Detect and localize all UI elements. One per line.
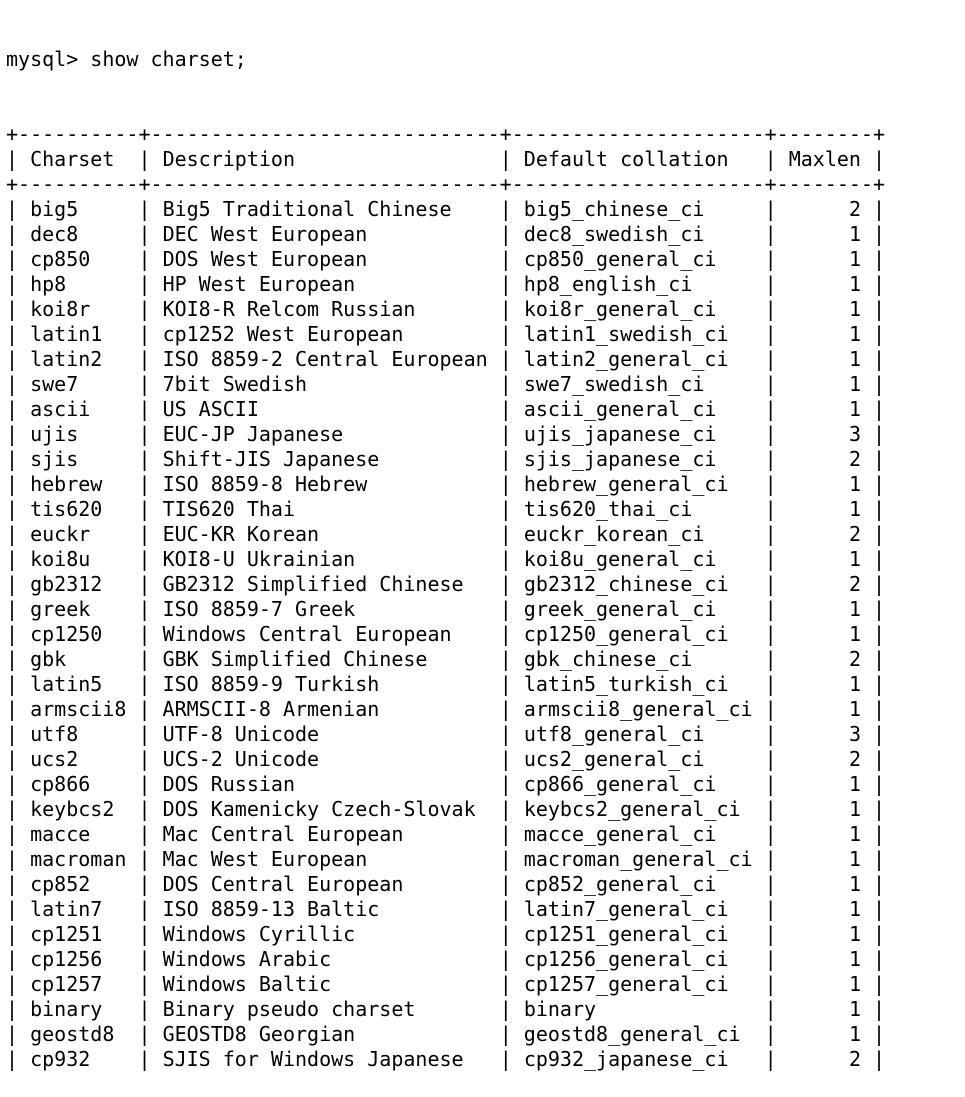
cell-default-collation: greek_general_ci — [523, 597, 717, 621]
table-border-top: +----------+-----------------------------+---------------------+--------+ — [6, 122, 885, 146]
cell-description: ISO 8859-2 Central European — [162, 347, 488, 371]
cell-charset: ujis — [30, 422, 79, 446]
cell-charset: ucs2 — [30, 747, 79, 771]
cell-description: DOS West European — [162, 247, 368, 271]
cell-maxlen: 2 — [848, 572, 861, 596]
cell-maxlen: 1 — [848, 872, 861, 896]
cell-default-collation: utf8_general_ci — [523, 722, 705, 746]
table-row: | tis620 | TIS620 Thai | tis620_thai_ci | 1 | — [6, 497, 886, 521]
table-border-header: +----------+-----------------------------+---------------------+--------+ — [6, 172, 885, 196]
cell-description: Windows Baltic — [162, 972, 332, 996]
cell-charset: hp8 — [30, 272, 67, 296]
cell-description: TIS620 Thai — [162, 497, 296, 521]
cell-description: DOS Kamenicky Czech-Slovak — [162, 797, 476, 821]
cell-maxlen: 1 — [848, 397, 861, 421]
cell-description: Windows Central European — [162, 622, 452, 646]
table-row: | big5 | Big5 Traditional Chinese | big5_chinese_ci | 2 | — [6, 197, 886, 221]
cell-default-collation: big5_chinese_ci — [523, 197, 705, 221]
cell-description: GBK Simplified Chinese — [162, 647, 428, 671]
cell-charset: latin1 — [30, 322, 103, 346]
cell-description: KOI8-U Ukrainian — [162, 547, 356, 571]
cell-description: EUC-JP Japanese — [162, 422, 344, 446]
cell-description: Windows Arabic — [162, 947, 332, 971]
table-row: | cp852 | DOS Central European | cp852_general_ci | 1 | — [6, 872, 886, 896]
cell-maxlen: 1 — [848, 972, 861, 996]
cell-default-collation: cp866_general_ci — [523, 772, 717, 796]
cell-charset: hebrew — [30, 472, 103, 496]
cell-maxlen: 1 — [848, 222, 861, 246]
cell-maxlen: 2 — [848, 747, 861, 771]
cell-charset: gbk — [30, 647, 67, 671]
cell-charset: cp1250 — [30, 622, 103, 646]
cell-maxlen: 2 — [848, 1047, 861, 1071]
cell-maxlen: 1 — [848, 897, 861, 921]
cell-charset: utf8 — [30, 722, 79, 746]
cell-default-collation: cp932_japanese_ci — [523, 1047, 729, 1071]
cell-description: DOS Central European — [162, 872, 404, 896]
cell-maxlen: 1 — [848, 272, 861, 296]
cell-description: Mac Central European — [162, 822, 404, 846]
cell-default-collation: gbk_chinese_ci — [523, 647, 693, 671]
table-row: | latin1 | cp1252 West European | latin1_swedish_ci | 1 | — [6, 322, 886, 346]
cell-maxlen: 1 — [848, 372, 861, 396]
table-row: | koi8u | KOI8-U Ukrainian | koi8u_general_ci | 1 | — [6, 547, 886, 571]
cell-default-collation: latin7_general_ci — [523, 897, 729, 921]
cell-default-collation: tis620_thai_ci — [523, 497, 693, 521]
cell-description: cp1252 West European — [162, 322, 404, 346]
cell-default-collation: ascii_general_ci — [523, 397, 717, 421]
cell-default-collation: cp1256_general_ci — [523, 947, 729, 971]
cell-description: KOI8-R Relcom Russian — [162, 297, 416, 321]
cell-charset: cp852 — [30, 872, 91, 896]
cell-charset: latin5 — [30, 672, 103, 696]
cell-description: GEOSTD8 Georgian — [162, 1022, 356, 1046]
cell-maxlen: 1 — [848, 497, 861, 521]
cell-description: DOS Russian — [162, 772, 296, 796]
table-row: | cp850 | DOS West European | cp850_general_ci | 1 | — [6, 247, 886, 271]
cell-default-collation: koi8r_general_ci — [523, 297, 717, 321]
cell-maxlen: 2 — [848, 522, 861, 546]
table-row: | ujis | EUC-JP Japanese | ujis_japanese_ci | 3 | — [6, 422, 886, 446]
table-row: | keybcs2 | DOS Kamenicky Czech-Slovak | keybcs2_general_ci | 1 | — [6, 797, 886, 821]
cell-maxlen: 1 — [848, 297, 861, 321]
table-row: | cp1256 | Windows Arabic | cp1256_general_ci | 1 | — [6, 947, 886, 971]
cell-description: UTF-8 Unicode — [162, 722, 320, 746]
table-row: | dec8 | DEC West European | dec8_swedish_ci | 1 | — [6, 222, 886, 246]
cell-default-collation: ujis_japanese_ci — [523, 422, 717, 446]
terminal-output — [6, 0, 885, 1097]
table-row: | cp1250 | Windows Central European | cp1250_general_ci | 1 | — [6, 622, 886, 646]
command-text: show charset; — [90, 47, 247, 71]
cell-description: DEC West European — [162, 222, 368, 246]
cell-charset: sjis — [30, 447, 79, 471]
cell-charset: cp850 — [30, 247, 91, 271]
cell-charset: cp1256 — [30, 947, 103, 971]
table-row: | cp932 | SJIS for Windows Japanese | cp932_japanese_ci | 2 | — [6, 1047, 886, 1071]
cell-default-collation: latin1_swedish_ci — [523, 322, 729, 346]
cell-maxlen: 1 — [848, 922, 861, 946]
table-row: | hp8 | HP West European | hp8_english_ci | 1 | — [6, 272, 886, 296]
table-row: | swe7 | 7bit Swedish | swe7_swedish_ci | 1 | — [6, 372, 886, 396]
table-row: | binary | Binary pseudo charset | binary | 1 | — [6, 997, 886, 1021]
cell-charset: dec8 — [30, 222, 79, 246]
cell-description: ARMSCII-8 Armenian — [162, 697, 380, 721]
cell-maxlen: 3 — [848, 722, 861, 746]
cell-maxlen: 1 — [848, 847, 861, 871]
mysql-prompt: mysql> — [6, 47, 79, 71]
cell-maxlen: 1 — [848, 472, 861, 496]
header-default-collation: Default collation — [523, 147, 729, 171]
cell-description: Binary pseudo charset — [162, 997, 416, 1021]
cell-maxlen: 1 — [848, 247, 861, 271]
cell-maxlen: 1 — [848, 347, 861, 371]
cell-default-collation: cp850_general_ci — [523, 247, 717, 271]
result-table — [6, 122, 885, 1072]
cell-maxlen: 1 — [848, 622, 861, 646]
table-row: | greek | ISO 8859-7 Greek | greek_general_ci | 1 | — [6, 597, 886, 621]
cell-maxlen: 1 — [848, 997, 861, 1021]
cell-charset: koi8r — [30, 297, 91, 321]
table-row: | cp866 | DOS Russian | cp866_general_ci | 1 | — [6, 772, 886, 796]
cell-default-collation: cp1257_general_ci — [523, 972, 729, 996]
cell-description: US ASCII — [162, 397, 259, 421]
header-charset: Charset — [30, 147, 115, 171]
table-row: | euckr | EUC-KR Korean | euckr_korean_ci | 2 | — [6, 522, 886, 546]
table-row: | geostd8 | GEOSTD8 Georgian | geostd8_general_ci | 1 | — [6, 1022, 886, 1046]
cell-description: UCS-2 Unicode — [162, 747, 320, 771]
cell-description: ISO 8859-9 Turkish — [162, 672, 380, 696]
cell-description: Big5 Traditional Chinese — [162, 197, 452, 221]
cell-maxlen: 2 — [848, 647, 861, 671]
cell-charset: cp1251 — [30, 922, 103, 946]
cell-description: Windows Cyrillic — [162, 922, 356, 946]
table-row: | cp1257 | Windows Baltic | cp1257_general_ci | 1 | — [6, 972, 886, 996]
cell-default-collation: hp8_english_ci — [523, 272, 693, 296]
cell-default-collation: cp1251_general_ci — [523, 922, 729, 946]
cell-charset: koi8u — [30, 547, 91, 571]
cell-description: Mac West European — [162, 847, 368, 871]
cell-description: 7bit Swedish — [162, 372, 308, 396]
table-row: | ascii | US ASCII | ascii_general_ci | 1 | — [6, 397, 886, 421]
table-row: | macce | Mac Central European | macce_general_ci | 1 | — [6, 822, 886, 846]
cell-charset: ascii — [30, 397, 91, 421]
cell-charset: cp932 — [30, 1047, 91, 1071]
cell-charset: latin2 — [30, 347, 103, 371]
cell-maxlen: 1 — [848, 322, 861, 346]
cell-description: SJIS for Windows Japanese — [162, 1047, 464, 1071]
cell-charset: cp866 — [30, 772, 91, 796]
cell-charset: macce — [30, 822, 91, 846]
cell-charset: macroman — [30, 847, 127, 871]
cell-maxlen: 1 — [848, 597, 861, 621]
table-row: | armscii8 | ARMSCII-8 Armenian | armscii8_general_ci | 1 | — [6, 697, 886, 721]
cell-charset: keybcs2 — [30, 797, 115, 821]
cell-charset: armscii8 — [30, 697, 127, 721]
cell-charset: big5 — [30, 197, 79, 221]
cell-maxlen: 1 — [848, 797, 861, 821]
cell-maxlen: 1 — [848, 947, 861, 971]
table-row: | macroman | Mac West European | macroman_general_ci | 1 | — [6, 847, 886, 871]
table-row: | hebrew | ISO 8859-8 Hebrew | hebrew_general_ci | 1 | — [6, 472, 886, 496]
command-line — [6, 47, 885, 72]
cell-default-collation: macroman_general_ci — [523, 847, 753, 871]
cell-maxlen: 1 — [848, 672, 861, 696]
cell-maxlen: 2 — [848, 447, 861, 471]
cell-default-collation: latin5_turkish_ci — [523, 672, 729, 696]
cell-charset: euckr — [30, 522, 91, 546]
cell-description: ISO 8859-7 Greek — [162, 597, 356, 621]
table-row: | cp1251 | Windows Cyrillic | cp1251_general_ci | 1 | — [6, 922, 886, 946]
table-row: | gb2312 | GB2312 Simplified Chinese | gb2312_chinese_ci | 2 | — [6, 572, 886, 596]
cell-default-collation: cp852_general_ci — [523, 872, 717, 896]
header-description: Description — [162, 147, 296, 171]
cell-maxlen: 1 — [848, 772, 861, 796]
table-row: | ucs2 | UCS-2 Unicode | ucs2_general_ci | 2 | — [6, 747, 886, 771]
cell-description: EUC-KR Korean — [162, 522, 320, 546]
cell-maxlen: 3 — [848, 422, 861, 446]
cell-charset: swe7 — [30, 372, 79, 396]
cell-default-collation: koi8u_general_ci — [523, 547, 717, 571]
cell-default-collation: armscii8_general_ci — [523, 697, 753, 721]
table-row: | sjis | Shift-JIS Japanese | sjis_japanese_ci | 2 | — [6, 447, 886, 471]
cell-maxlen: 1 — [848, 1022, 861, 1046]
cell-default-collation: dec8_swedish_ci — [523, 222, 705, 246]
table-row: | latin7 | ISO 8859-13 Baltic | latin7_general_ci | 1 | — [6, 897, 886, 921]
header-maxlen: Maxlen — [788, 147, 861, 171]
cell-description: Shift-JIS Japanese — [162, 447, 380, 471]
table-row: | koi8r | KOI8-R Relcom Russian | koi8r_general_ci | 1 | — [6, 297, 886, 321]
cell-maxlen: 1 — [848, 822, 861, 846]
cell-default-collation: geostd8_general_ci — [523, 1022, 741, 1046]
table-row: | latin5 | ISO 8859-9 Turkish | latin5_turkish_ci | 1 | — [6, 672, 886, 696]
cell-default-collation: latin2_general_ci — [523, 347, 729, 371]
cell-charset: cp1257 — [30, 972, 103, 996]
table-header-row: | Charset | Description | Default collation | Maxlen | — [6, 147, 886, 171]
cell-charset: greek — [30, 597, 91, 621]
cell-default-collation: keybcs2_general_ci — [523, 797, 741, 821]
cell-description: ISO 8859-13 Baltic — [162, 897, 380, 921]
table-row: | utf8 | UTF-8 Unicode | utf8_general_ci | 3 | — [6, 722, 886, 746]
cell-default-collation: gb2312_chinese_ci — [523, 572, 729, 596]
cell-charset: binary — [30, 997, 103, 1021]
cell-default-collation: sjis_japanese_ci — [523, 447, 717, 471]
cell-description: HP West European — [162, 272, 356, 296]
cell-default-collation: euckr_korean_ci — [523, 522, 705, 546]
cell-default-collation: cp1250_general_ci — [523, 622, 729, 646]
cell-default-collation: swe7_swedish_ci — [523, 372, 705, 396]
table-row: | gbk | GBK Simplified Chinese | gbk_chinese_ci | 2 | — [6, 647, 886, 671]
cell-charset: geostd8 — [30, 1022, 115, 1046]
cell-default-collation: macce_general_ci — [523, 822, 717, 846]
cell-maxlen: 2 — [848, 197, 861, 221]
cell-description: GB2312 Simplified Chinese — [162, 572, 464, 596]
cell-default-collation: ucs2_general_ci — [523, 747, 705, 771]
cell-maxlen: 1 — [848, 547, 861, 571]
cell-maxlen: 1 — [848, 697, 861, 721]
cell-charset: tis620 — [30, 497, 103, 521]
cell-default-collation: binary — [523, 997, 597, 1021]
cell-charset: latin7 — [30, 897, 103, 921]
cell-default-collation: hebrew_general_ci — [523, 472, 729, 496]
cell-description: ISO 8859-8 Hebrew — [162, 472, 368, 496]
table-row: | latin2 | ISO 8859-2 Central European | latin2_general_ci | 1 | — [6, 347, 886, 371]
cell-charset: gb2312 — [30, 572, 103, 596]
